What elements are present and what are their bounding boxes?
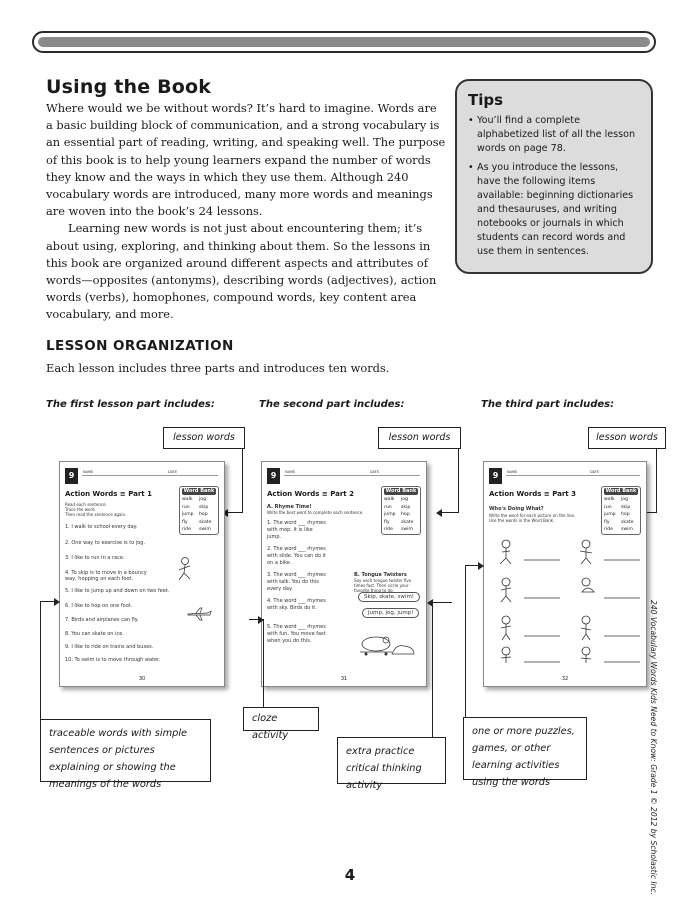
cloze-item: 2. The word ___ rhymes with slide. You can do it on a bike. bbox=[267, 546, 326, 566]
word-bank-word: hop bbox=[401, 512, 410, 518]
connector-line bbox=[226, 512, 243, 513]
word-bank bbox=[601, 486, 641, 535]
connector-line bbox=[432, 602, 433, 737]
callout-puzzles-games: one or more puzzles, games, or other learning activities using the words bbox=[463, 717, 587, 780]
tips-list bbox=[468, 114, 641, 259]
tips-title: Tips bbox=[468, 91, 504, 109]
lesson-number-badge: 9 bbox=[65, 468, 78, 484]
date-label: DATE bbox=[168, 470, 178, 474]
arrow-right-icon bbox=[258, 616, 264, 624]
connector-line bbox=[40, 601, 41, 719]
sentence-line: 4. To skip is to move in a bouncy way, hopping on each foot. bbox=[65, 570, 147, 582]
page-title: Using the Book bbox=[46, 76, 212, 98]
lesson-words-callout-2: lesson words bbox=[378, 427, 461, 449]
instruction-line: Then read the sentence again. bbox=[65, 512, 127, 517]
section-heading: B. Tongue Twisters bbox=[354, 572, 407, 578]
instruction-line: Trace the word. bbox=[65, 507, 96, 512]
word-bank-word: run bbox=[604, 504, 612, 510]
sentence-line: 6. I like to hop on one foot. bbox=[65, 603, 133, 609]
word-bank-word: ride bbox=[604, 527, 613, 533]
worksheet-title: Action Words ≡ Part 2 bbox=[267, 490, 354, 498]
word-bank-word: skip bbox=[401, 504, 411, 510]
intro-text bbox=[46, 100, 446, 324]
word-bank-word: jump bbox=[182, 512, 194, 518]
word-bank-word: jump bbox=[604, 512, 616, 518]
name-label: NAME bbox=[507, 470, 518, 474]
instruction-line: Write the best word to complete each sentence. bbox=[267, 510, 364, 515]
word-bank-word: skate bbox=[621, 519, 634, 525]
tongue-twister-bubble: Skip, skate, swim! bbox=[358, 592, 420, 602]
connector-line bbox=[656, 449, 657, 513]
word-bank-word: walk bbox=[604, 497, 615, 503]
lesson-organization-intro: Each lesson includes three parts and introduces ten words. bbox=[46, 361, 390, 375]
cloze-item: 1. The word ___ rhymes with mop. It is like jump. bbox=[267, 520, 326, 540]
tip-item: • You’ll find a complete alphabetized list of all the lesson words on page 78. bbox=[468, 114, 641, 156]
date-label: DATE bbox=[590, 470, 600, 474]
word-bank-word: jump bbox=[384, 512, 396, 518]
arrow-right-icon bbox=[478, 562, 484, 570]
lesson-organization-heading: LESSON ORGANIZATION bbox=[46, 338, 234, 354]
rock-icon bbox=[390, 642, 416, 656]
worksheet-page-number: 32 bbox=[561, 676, 569, 682]
worksheet-title: Action Words ≡ Part 3 bbox=[489, 490, 576, 498]
header-bar bbox=[32, 31, 656, 53]
sentence-line: 10. To swim is to move through water. bbox=[65, 657, 161, 663]
word-bank-word: hop bbox=[621, 512, 630, 518]
worksheet-part-2 bbox=[261, 461, 427, 687]
instruction-line: Write the word for each picture on the line. Use the words in the Word Bank. bbox=[489, 513, 576, 523]
connector-line bbox=[263, 619, 264, 707]
word-bank-word: ride bbox=[384, 527, 393, 533]
instruction-line: Say each tongue twister five times fast. Then circle your favorite thing to do. bbox=[354, 578, 412, 593]
word-bank-word: walk bbox=[182, 497, 193, 503]
word-bank-word: fly bbox=[182, 519, 188, 525]
airplane-icon bbox=[186, 607, 212, 621]
arrow-right-icon bbox=[54, 598, 60, 606]
name-line bbox=[82, 475, 218, 476]
arrow-left-icon bbox=[427, 599, 433, 607]
word-bank-title: Word Bank bbox=[183, 488, 215, 494]
name-label: NAME bbox=[285, 470, 296, 474]
worksheet-title: Action Words ≡ Part 1 bbox=[65, 490, 152, 498]
name-label: NAME bbox=[83, 470, 94, 474]
word-bank bbox=[179, 486, 219, 535]
lesson-number-badge: 9 bbox=[267, 468, 280, 484]
word-bank-word: run bbox=[384, 504, 392, 510]
word-bank-word: ride bbox=[182, 527, 191, 533]
word-bank-title: Word Bank bbox=[385, 488, 417, 494]
intro-paragraph-2: Learning new words is not just about encountering them; it’s about using, exploring, and thinking about them. So the lessons in this book are organized around different aspects and attributes of words—opposites (antonyms), describing words (adjectives), action words (verbs), homophones, compound words, key content area vocabulary, and more. bbox=[46, 221, 437, 322]
callout-critical-thinking: extra practice critical thinking activity bbox=[337, 737, 446, 784]
sentence-line: 3. I like to run in a race. bbox=[65, 555, 125, 561]
intro-paragraph-1: Where would we be without words? It’s hard to imagine. Words are a basic building block of communication, and a strong vocabulary is an essential part of reading, writing, and speaking well. The purpose of this book is to help young learners expand the number of words they know and the ways in which they use them. Although 240 vocabulary words are introduced, many more words and meanings are woven into the book’s 24 lessons. bbox=[46, 101, 446, 219]
column-heading-first: The first lesson part includes: bbox=[46, 399, 215, 410]
word-bank-word: skate bbox=[199, 519, 212, 525]
sentence-line: 7. Birds and airplanes can fly. bbox=[65, 617, 139, 623]
column-heading-second: The second part includes: bbox=[259, 399, 405, 410]
page-number: 4 bbox=[344, 866, 356, 884]
worksheet-part-1 bbox=[59, 461, 225, 687]
section-heading: Who's Doing What? bbox=[489, 506, 544, 512]
sentence-line: 1. I walk to school every day. bbox=[65, 524, 138, 530]
sentence-line: 9. I like to ride on trains and buses. bbox=[65, 644, 154, 650]
worksheet-page-number: 30 bbox=[138, 676, 146, 682]
cloze-item: 3. The word ___ rhymes with talk. You do this every day. bbox=[267, 572, 326, 592]
word-bank-word: swim bbox=[401, 527, 413, 533]
lesson-number-badge: 9 bbox=[489, 468, 502, 484]
section-heading: A. Rhyme Time! bbox=[267, 504, 312, 510]
connector-line bbox=[458, 449, 459, 513]
copyright-credit bbox=[646, 600, 662, 895]
connector-line bbox=[432, 602, 452, 603]
lesson-words-callout-3: lesson words bbox=[588, 427, 666, 449]
word-bank-word: walk bbox=[384, 497, 395, 503]
word-bank-word: fly bbox=[604, 519, 610, 525]
tongue-twister-bubble: Jump, jog, jump! bbox=[362, 608, 419, 618]
sentence-line: 5. I like to jump up and down on two feet. bbox=[65, 588, 170, 594]
column-heading-third: The third part includes: bbox=[481, 399, 615, 410]
connector-line bbox=[242, 449, 243, 513]
sentence-line: 2. One way to exercise is to jog. bbox=[65, 540, 146, 546]
tip-item: • As you introduce the lessons, have the following items available: beginning dictionaries and thesauruses, and writing notebooks or journals in which students can record words and use them in sentences. bbox=[468, 161, 641, 259]
callout-cloze-activity: cloze activity bbox=[243, 707, 319, 731]
lesson-words-callout-1: lesson words bbox=[163, 427, 245, 449]
word-bank-word: jog bbox=[621, 497, 629, 503]
word-bank-title: Word Bank bbox=[605, 488, 637, 494]
word-bank-word: hop bbox=[199, 512, 208, 518]
connector-line bbox=[440, 512, 459, 513]
word-bank bbox=[381, 486, 421, 535]
header-bar-fill bbox=[38, 37, 650, 47]
word-bank-word: run bbox=[182, 504, 190, 510]
word-bank-word: fly bbox=[384, 519, 390, 525]
worksheet-part-3 bbox=[483, 461, 647, 687]
word-bank-word: swim bbox=[199, 527, 211, 533]
tips-box bbox=[455, 79, 653, 274]
cloze-item: 5. The word ___ rhymes with fun. You move fast when you do this. bbox=[267, 624, 326, 644]
word-bank-word: skate bbox=[401, 519, 414, 525]
activity-pictures bbox=[494, 536, 644, 666]
arrow-left-icon bbox=[436, 509, 442, 517]
word-bank-word: skip bbox=[621, 504, 631, 510]
copyright-text: 240 Vocabulary Words Kids Need to Know: Grade 1 © 2012 by Scholastic Inc. bbox=[649, 600, 658, 895]
word-bank-word: skip bbox=[199, 504, 209, 510]
name-line bbox=[284, 475, 420, 476]
callout-traceable-words: traceable words with simple sentences or pictures explaining or showing the meanings of the words bbox=[40, 719, 211, 782]
child-running-icon bbox=[175, 556, 195, 582]
word-bank-word: jog bbox=[199, 497, 207, 503]
word-bank-word: jog bbox=[401, 497, 409, 503]
name-line bbox=[506, 475, 640, 476]
cloze-item: 4. The word ___ rhymes with sky. Birds do it. bbox=[267, 598, 326, 611]
sentence-line: 8. You can skate on ice. bbox=[65, 631, 124, 637]
word-bank-word: swim bbox=[621, 527, 633, 533]
date-label: DATE bbox=[370, 470, 380, 474]
worksheet-page-number: 31 bbox=[340, 676, 348, 682]
connector-line bbox=[465, 565, 466, 717]
instruction-line: Read each sentence. bbox=[65, 502, 107, 507]
